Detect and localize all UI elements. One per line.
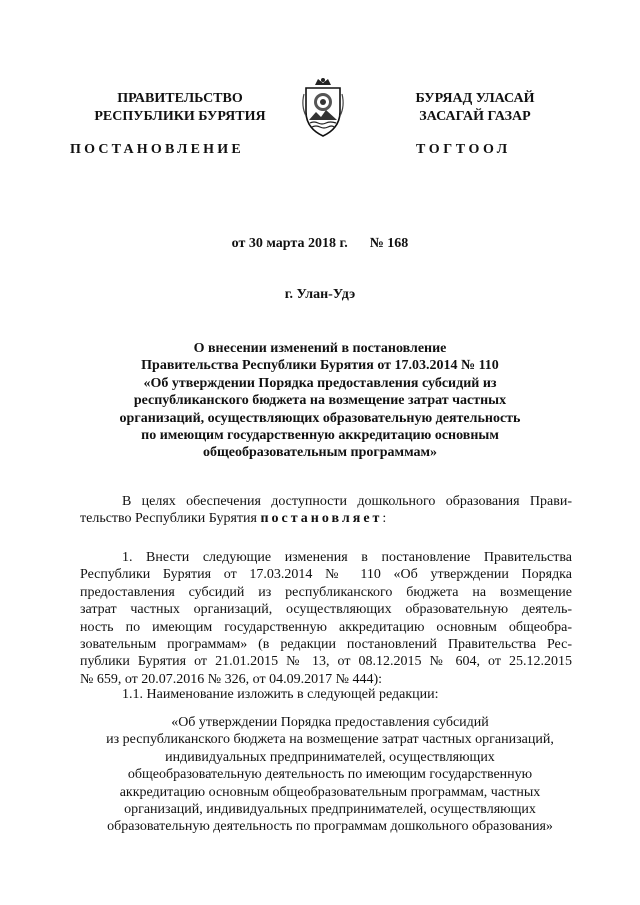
title-line: общеобразовательным программам» (202, 445, 438, 461)
government-name-buryat-line-1: БУРЯАД УЛАСАЙ (415, 91, 535, 106)
item-1-line: № 659, от 20.07.2016 № 326, от 04.09.2017 № 444): (80, 671, 382, 687)
quote-line: индивидуальных предпринимателей, осуществляющих (165, 749, 495, 765)
document-type-russian: ПОСТАНОВЛЕНИЕ (70, 142, 244, 157)
preamble-line-1: В целях обеспечения доступности дошкольного образования Прави- (122, 494, 572, 509)
preamble-line-2 (80, 510, 572, 527)
resolves-keyword: постановляет (260, 511, 383, 527)
quote-line: из республиканского бюджета на возмещение затрат частных организаций, (106, 732, 554, 748)
preamble-line-2-text: тельство Республики Бурятия (80, 511, 261, 527)
item-1-1-text: 1.1. Наименование изложить в следующей редакции: (122, 687, 439, 702)
item-1-line: предоставления субсидий из республиканского бюджета на возмещение (80, 584, 572, 600)
title-line: Правительства Республики Бурятия от 17.03.2014 № 110 (141, 358, 499, 374)
quote-line: образовательную деятельность по программам дошкольного образования» (107, 819, 553, 835)
document-date: от 30 марта 2018 г. (231, 236, 348, 251)
header-right-block (375, 90, 575, 126)
quote-line: общеобразовательную деятельность по имеющим государственную (127, 767, 533, 783)
preamble-paragraph (80, 493, 572, 528)
document-date-number (0, 236, 640, 252)
item-1-line: ность по имеющим государственную аккредитацию основным общеобра- (80, 619, 572, 635)
header-left-block (80, 90, 280, 126)
quote-line: «Об утверждении Порядка предоставления субсидий (171, 715, 489, 730)
document-title (80, 340, 560, 462)
item-1-line: публики Бурятия от 21.01.2015 № 13, от 08.12.2015 № 604, от 25.12.2015 (80, 654, 572, 670)
title-line: О внесении изменений в постановление (193, 341, 447, 356)
new-title-quote (80, 714, 580, 836)
item-1-line: затрат частных организаций, осуществляющих образовательную деятель- (80, 602, 572, 618)
government-name-line-1: ПРАВИТЕЛЬСТВО (117, 91, 243, 106)
item-1-line: 1. Внести следующие изменения в постановление Правительства (122, 550, 572, 565)
quote-line: организаций, индивидуальных предпринимателей, осуществляющих (124, 802, 536, 818)
title-line: организаций, осуществляющих образовательную деятельность (119, 410, 521, 426)
preamble-colon: : (382, 511, 387, 527)
quote-line: аккредитацию основным общеобразовательным программам, частных (119, 784, 541, 800)
title-line: по имеющим государственную аккредитацию основным (141, 428, 499, 444)
government-name-buryat-line-2: ЗАСАГАЙ ГАЗАР (419, 109, 531, 124)
government-name-line-2: РЕСПУБЛИКИ БУРЯТИЯ (94, 109, 266, 124)
title-line: республиканского бюджета на возмещение затрат частных (133, 393, 507, 409)
buryatia-coat-of-arms-icon (298, 76, 348, 140)
item-1-line: Республики Бурятия от 17.03.2014 № 110 «Об утверждении Порядка (80, 567, 572, 583)
document-type-buryat: ТОГТООЛ (416, 142, 511, 157)
item-1-paragraph (80, 549, 572, 688)
document-number: № 168 (369, 236, 409, 251)
document-city: г. Улан-Удэ (284, 287, 356, 302)
title-line: «Об утверждении Порядка предоставления субсидий из (143, 375, 497, 391)
item-1-line: зовательным программам» (в редакции постановлений Правительства Рес- (80, 637, 572, 653)
item-1-1-paragraph (80, 686, 572, 703)
